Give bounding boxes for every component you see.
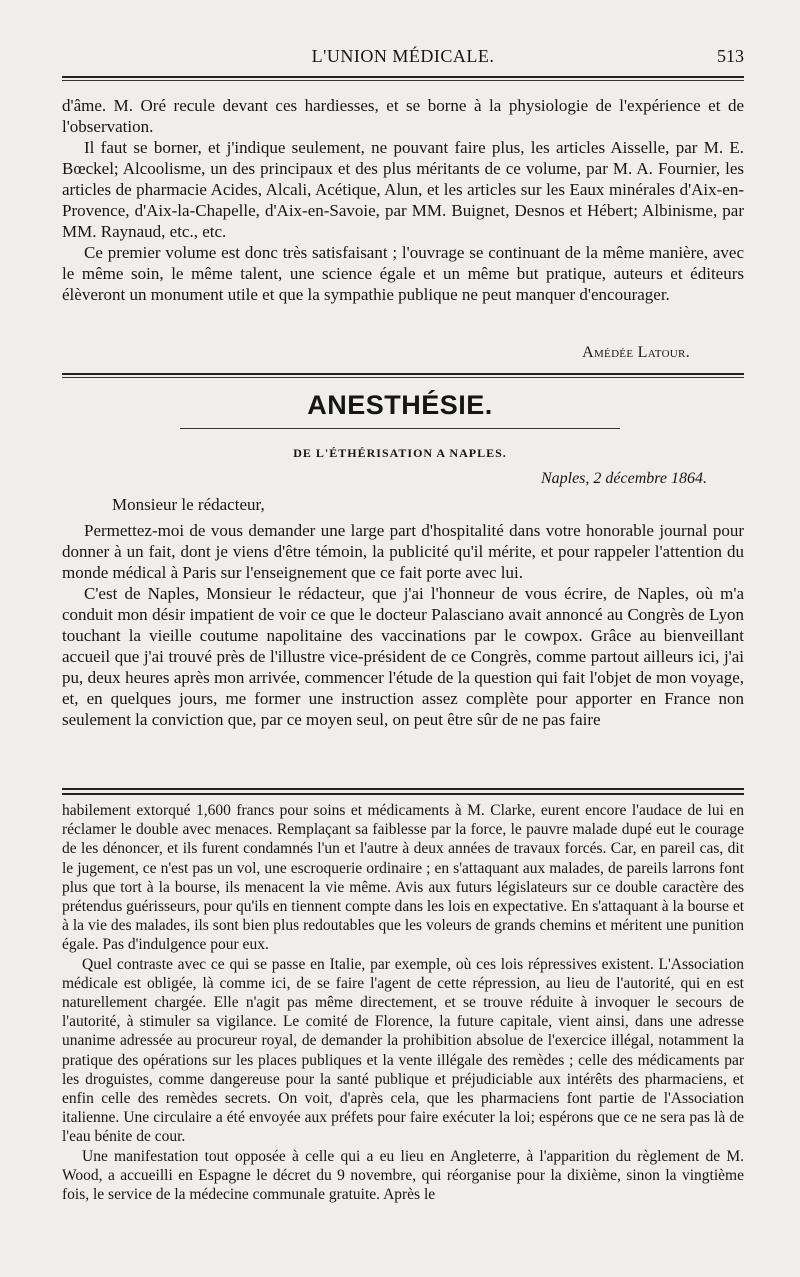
section-title: ANESTHÉSIE. (307, 390, 493, 420)
section-rule-top-thin (62, 377, 744, 378)
feuilleton-text (62, 801, 744, 1204)
section-rule-top (62, 373, 744, 375)
feuilleton-paragraph-2: Quel contraste avec ce qui se passe en Italie, par exemple, où ces lois répressives existent. L'Association médicale est obligée, là comme ici, de se faire l'agent de cette répression, au lieu de l'autorité, qui en est naturellement chargée. Elle n'agit pas même directement, et se trouve réduite à invoquer le secours de l'autorité, à stimuler sa vigilance. Le comité de Florence, la future capitale, vient ainsi, dans une adresse unanime adressée au procureur royal, de demander la prohibition absolue de l'exercice illégal, notamment la pratique des opérations sur les places publiques et la vente illégale des remèdes ; celle des médicaments par les droguistes, comme dangereuse pour la santé publique et préjudiciable aux intérêts des pharmaciens, et enfin celle des remèdes secrets. On voit, d'après cela, que les pharmaciens font partie de l'Association italienne. Une circulaire a été envoyée aux préfets pour faire exécuter la loi; espérons que ce ne sera pas là de l'eau bénite de cour. (62, 955, 744, 1146)
letter-text (62, 520, 744, 730)
letter-paragraph-1: Permettez-moi de vous demander une large part d'hospitalité dans votre honorable journal pour donner à un fait, dont je viens d'être témoin, la publicité qu'il mérite, et pour rappeler l'attention du monde médical à Paris sur l'enseignement que ce fait porte avec lui. (62, 521, 744, 582)
author-signature (582, 344, 690, 362)
article-subtitle: DE L'ÉTHÉRISATION A NAPLES. (293, 446, 507, 460)
journal-title: L'UNION MÉDICALE. (311, 46, 495, 66)
feuilleton-rule-2 (62, 793, 744, 795)
top-article-text (62, 95, 744, 305)
top-paragraph-2: Il faut se borner, et j'indique seulement, ne pouvant faire plus, les articles Aisselle, par M. E. Bœckel; Alcoolisme, un des principaux et des plus méritants de ce volume, par M. A. Fournier, les articles de pharmacie Acides, Alcali, Acétique, Alun, et les articles sur les Eaux minérales d'Aix-en-Provence, d'Aix-la-Chapelle, d'Aix-en-Savoie, par MM. Buignet, Desnos et Hébert; Albinisme, par MM. Raynaud, etc., etc. (62, 138, 744, 241)
section-title-underline (180, 428, 620, 429)
top-paragraph-3: Ce premier volume est donc très satisfaisant ; l'ouvrage se continuant de la même manière, avec le même soin, le même talent, une science égale et un même but pratique, auteurs et éditeurs élèveront un monument utile et que la sympathie publique ne peut manquer d'encourager. (62, 243, 744, 304)
feuilleton-rule (62, 788, 744, 790)
page-number: 513 (717, 46, 744, 66)
article-dateline: Naples, 2 décembre 1864. (540, 470, 707, 487)
salutation: Monsieur le rédacteur, (112, 495, 265, 514)
header-rule (62, 76, 744, 78)
feuilleton-paragraph-3: Une manifestation tout opposée à celle qui a eu lieu en Angleterre, à l'apparition du règlement de M. Wood, a accueilli en Espagne le décret du 9 novembre, qui réorganise pour la dixième, sinon la vingtième fois, le service de la médecine communale gratuite. Après le (62, 1147, 744, 1204)
author-name: Amédée Latour. (582, 344, 690, 361)
header-rule-thin (62, 80, 744, 81)
top-paragraph-1: d'âme. M. Oré recule devant ces hardiesses, et se borne à la physiologie de l'expérience et de l'observation. (62, 96, 744, 136)
letter-paragraph-2: C'est de Naples, Monsieur le rédacteur, que j'ai l'honneur de vous écrire, de Naples, où m'a conduit mon désir impatient de voir ce que le docteur Palasciano avait annoncé au Congrès de Lyon touchant la vieille coutume napolitaine des vaccinations par le cowpox. Grâce au bienveillant accueil que j'ai trouvé près de l'illustre vice-président de ce Congrès, comme partout ailleurs ici, j'ai pu, deux heures après mon arrivée, commencer l'étude de la question qui fait l'objet de mon voyage, et, en quelques jours, me former une instruction assez complète pour apporter en France non seulement la conviction que, par ce moyen seul, on peut être sûr de ne pas faire (62, 584, 744, 729)
running-header (62, 44, 744, 72)
feuilleton-paragraph-1: habilement extorqué 1,600 francs pour soins et médicaments à M. Clarke, eurent encore l'audace de lui en réclamer le double avec menaces. Remplaçant sa faiblesse par la force, le pauvre malade dupé eut le courage de les dénoncer, et ils furent condamnés l'un et l'autre à deux années de travaux forcés. Car, en pareil cas, dit le jugement, ce n'est pas un vol, une escroquerie ordinaire ; en s'attaquant aux malades, de pareils larrons font plus que tort à la bourse, ils menacent la vie même. Avis aux futurs législateurs sur ce double caractère des prétendus guérisseurs, pour qu'ils en tiennent compte dans les lois en expectative. En s'attaquant à la bourse et à la vie des malades, ils sont bien plus redoutables que les voleurs de grands chemins et méritent une punition égale. Pas d'indulgence pour eux. (62, 802, 744, 954)
